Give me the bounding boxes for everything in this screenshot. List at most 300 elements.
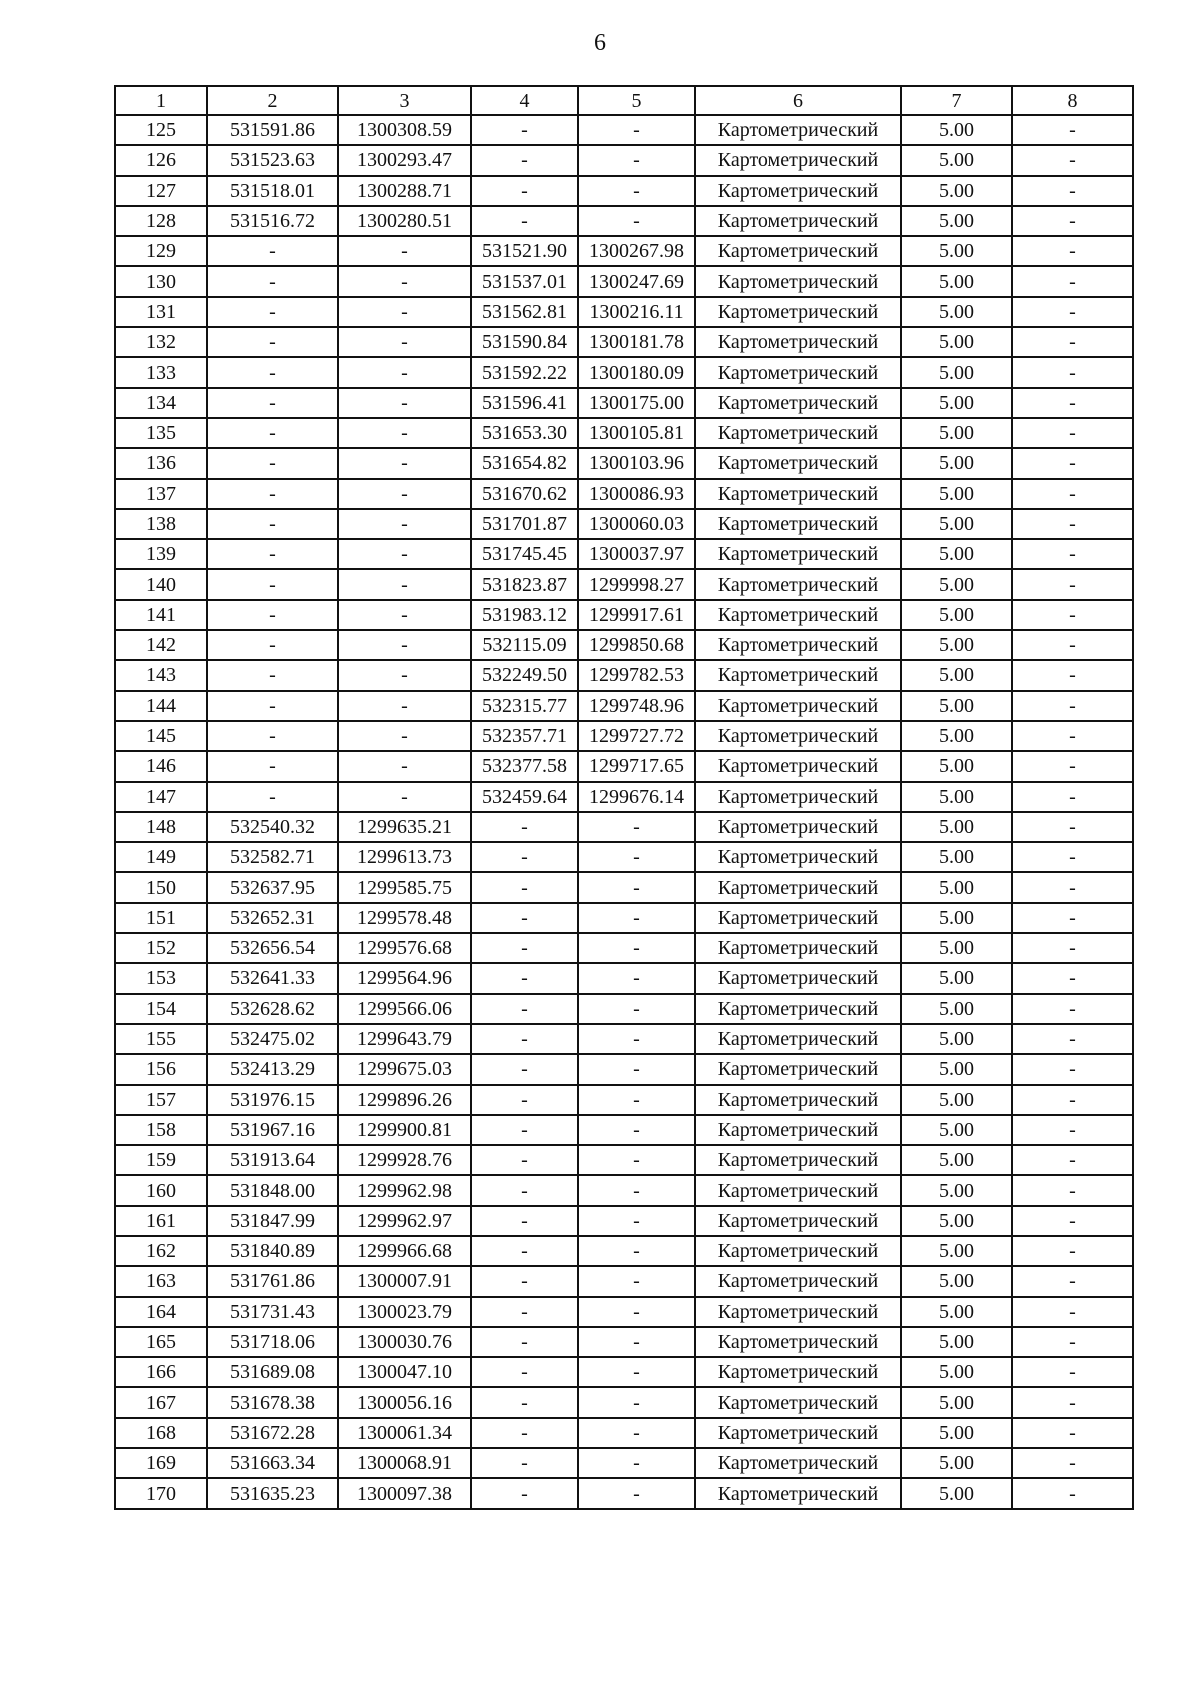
table-cell: - [207,479,338,509]
table-cell: - [1012,1357,1133,1387]
table-cell: 531537.01 [471,266,578,296]
table-cell: 531678.38 [207,1387,338,1417]
table-cell: - [1012,872,1133,902]
table-cell: - [471,812,578,842]
table-cell: Картометрический [695,660,901,690]
table-cell: Картометрический [695,1085,901,1115]
table-cell: 132 [115,327,207,357]
table-cell: 5.00 [901,176,1012,206]
table-cell: 531983.12 [471,600,578,630]
table-cell: Картометрический [695,721,901,751]
table-cell: 532628.62 [207,994,338,1024]
table-cell: 1300293.47 [338,145,471,175]
table-cell: 1299613.73 [338,842,471,872]
table-cell: Картометрический [695,145,901,175]
table-cell: 532652.31 [207,903,338,933]
table-cell: 1299643.79 [338,1024,471,1054]
table-row [115,903,1133,933]
table-cell: 5.00 [901,994,1012,1024]
table-cell: 1299585.75 [338,872,471,902]
table-cell: - [207,751,338,781]
table-cell: - [207,327,338,357]
table-cell: 532249.50 [471,660,578,690]
table-cell: Картометрический [695,872,901,902]
table-row [115,842,1133,872]
table-cell: 128 [115,206,207,236]
table-cell: - [578,842,695,872]
table-row [115,569,1133,599]
table-cell: - [1012,630,1133,660]
table-cell: 133 [115,357,207,387]
table-cell: - [1012,933,1133,963]
table-row [115,963,1133,993]
table-cell: 1300247.69 [578,266,695,296]
table-cell: Картометрический [695,751,901,781]
table-cell: 531562.81 [471,297,578,327]
table-cell: - [207,660,338,690]
table-cell: 532475.02 [207,1024,338,1054]
table-row [115,660,1133,690]
table-cell: 1300061.34 [338,1418,471,1448]
table-cell: 531745.45 [471,539,578,569]
table-cell: - [578,1054,695,1084]
table-cell: Картометрический [695,236,901,266]
table-cell: - [471,1387,578,1417]
header-row [115,86,1133,115]
table-cell: - [338,297,471,327]
table-cell: - [578,1085,695,1115]
table-cell: - [578,1175,695,1205]
table-cell: Картометрический [695,1478,901,1508]
table-cell: - [1012,1387,1133,1417]
table-cell: - [1012,1024,1133,1054]
table-cell: 144 [115,691,207,721]
table-cell: Картометрический [695,297,901,327]
table-cell: 161 [115,1206,207,1236]
table-cell: Картометрический [695,691,901,721]
table-cell: 5.00 [901,1115,1012,1145]
table-row [115,418,1133,448]
table-cell: - [207,448,338,478]
table-cell: 532637.95 [207,872,338,902]
table-cell: 1299928.76 [338,1145,471,1175]
table-cell: - [207,569,338,599]
table-cell: 1299962.97 [338,1206,471,1236]
table-cell: - [338,630,471,660]
table-row [115,721,1133,751]
table-cell: 142 [115,630,207,660]
table-cell: 148 [115,812,207,842]
table-cell: Картометрический [695,1115,901,1145]
table-cell: - [1012,1115,1133,1145]
table-cell: - [1012,266,1133,296]
table-cell: 531516.72 [207,206,338,236]
table-cell: 5.00 [901,1206,1012,1236]
table-row [115,145,1133,175]
table-cell: - [1012,1085,1133,1115]
table-cell: - [338,448,471,478]
table-cell: Картометрический [695,1357,901,1387]
table-cell: 1300308.59 [338,115,471,145]
table-cell: Картометрический [695,933,901,963]
table-cell: 1300288.71 [338,176,471,206]
table-cell: 5.00 [901,903,1012,933]
table-row [115,933,1133,963]
table-cell: 1300097.38 [338,1478,471,1508]
table-cell: - [1012,569,1133,599]
table-cell: - [338,357,471,387]
table-cell: - [1012,600,1133,630]
table-cell: Картометрический [695,357,901,387]
table-cell: - [1012,115,1133,145]
table-cell: - [471,842,578,872]
table-cell: - [471,1054,578,1084]
table-cell: 532357.71 [471,721,578,751]
table-cell: Картометрический [695,1145,901,1175]
table-cell: - [471,872,578,902]
table-cell: 5.00 [901,266,1012,296]
table-cell: 170 [115,1478,207,1508]
table-cell: - [1012,1418,1133,1448]
column-header: 2 [207,86,338,115]
table-cell: - [471,1266,578,1296]
table-cell: - [338,751,471,781]
table-cell: Картометрический [695,115,901,145]
table-row [115,1266,1133,1296]
table-cell: 531592.22 [471,357,578,387]
table-cell: - [207,691,338,721]
table-cell: 531654.82 [471,448,578,478]
table-cell: - [338,236,471,266]
table-cell: - [1012,1175,1133,1205]
table-cell: - [1012,1448,1133,1478]
table-cell: - [1012,1145,1133,1175]
table-row [115,1236,1133,1266]
table-cell: - [1012,1478,1133,1508]
table-cell: - [578,1236,695,1266]
table-cell: 1300060.03 [578,509,695,539]
table-cell: - [338,539,471,569]
table-cell: 129 [115,236,207,266]
table-cell: 1299962.98 [338,1175,471,1205]
table-cell: - [207,782,338,812]
table-row [115,327,1133,357]
table-row [115,448,1133,478]
table-cell: Картометрический [695,509,901,539]
table-cell: 531967.16 [207,1115,338,1145]
table-cell: 1300047.10 [338,1357,471,1387]
table-cell: 164 [115,1297,207,1327]
table-cell: 532656.54 [207,933,338,963]
table-cell: - [471,1206,578,1236]
table-cell: 5.00 [901,751,1012,781]
table-cell: 1299717.65 [578,751,695,781]
table-row [115,1448,1133,1478]
table-cell: Картометрический [695,1448,901,1478]
table-cell: - [578,872,695,902]
table-cell: 125 [115,115,207,145]
table-cell: 5.00 [901,1085,1012,1115]
table-cell: - [471,1115,578,1145]
table-cell: - [338,418,471,448]
table-cell: 1300267.98 [578,236,695,266]
table-row [115,812,1133,842]
table-cell: 134 [115,388,207,418]
table-cell: - [338,691,471,721]
table-row [115,1085,1133,1115]
table-cell: 152 [115,933,207,963]
table-cell: - [578,812,695,842]
table-cell: - [471,176,578,206]
table-cell: - [471,1357,578,1387]
table-cell: 532459.64 [471,782,578,812]
table-cell: 1299727.72 [578,721,695,751]
table-cell: 159 [115,1145,207,1175]
table-cell: 1299566.06 [338,994,471,1024]
column-header: 3 [338,86,471,115]
table-cell: Картометрический [695,812,901,842]
table-cell: 531913.64 [207,1145,338,1175]
table-cell: 1300103.96 [578,448,695,478]
table-row [115,236,1133,266]
table-cell: - [1012,479,1133,509]
table-cell: - [578,903,695,933]
table-cell: 531847.99 [207,1206,338,1236]
table-cell: 5.00 [901,1054,1012,1084]
table-cell: - [207,721,338,751]
table-cell: - [338,327,471,357]
table-cell: Картометрический [695,1327,901,1357]
table-cell: 5.00 [901,1236,1012,1266]
table-cell: 531663.34 [207,1448,338,1478]
table-cell: Картометрический [695,448,901,478]
table-cell: 130 [115,266,207,296]
table-cell: - [1012,1206,1133,1236]
table-cell: 127 [115,176,207,206]
table-cell: 163 [115,1266,207,1296]
table-cell: 531731.43 [207,1297,338,1327]
table-cell: 531701.87 [471,509,578,539]
table-cell: Картометрический [695,903,901,933]
table-cell: 5.00 [901,812,1012,842]
table-cell: 1299998.27 [578,569,695,599]
table-cell: - [471,115,578,145]
table-cell: - [338,660,471,690]
table-cell: Картометрический [695,266,901,296]
column-header: 4 [471,86,578,115]
table-cell: 1299576.68 [338,933,471,963]
table-cell: 5.00 [901,357,1012,387]
table-cell: Картометрический [695,479,901,509]
table-cell: 5.00 [901,206,1012,236]
table-cell: Картометрический [695,176,901,206]
table-row [115,1206,1133,1236]
table-cell: 5.00 [901,600,1012,630]
table-cell: 532641.33 [207,963,338,993]
table-row [115,1115,1133,1145]
table-cell: Картометрический [695,782,901,812]
table-cell: 143 [115,660,207,690]
table-row [115,751,1133,781]
table-cell: - [471,903,578,933]
table-cell: - [1012,691,1133,721]
table-cell: 5.00 [901,721,1012,751]
table-cell: 531591.86 [207,115,338,145]
table-cell: Картометрический [695,963,901,993]
table-cell: 531521.90 [471,236,578,266]
table-cell: 5.00 [901,660,1012,690]
table-cell: 151 [115,903,207,933]
table-cell: - [207,509,338,539]
table-cell: - [1012,1266,1133,1296]
table-cell: 137 [115,479,207,509]
table-cell: Картометрический [695,388,901,418]
table-cell: - [578,963,695,993]
table-cell: 5.00 [901,842,1012,872]
table-cell: 156 [115,1054,207,1084]
table-cell: 1300056.16 [338,1387,471,1417]
table-cell: 1300105.81 [578,418,695,448]
table-cell: 5.00 [901,297,1012,327]
table-cell: 5.00 [901,509,1012,539]
table-cell: - [578,206,695,236]
table-cell: 5.00 [901,933,1012,963]
table-cell: 1300023.79 [338,1297,471,1327]
table-row [115,994,1133,1024]
table-cell: - [1012,206,1133,236]
table-cell: 5.00 [901,388,1012,418]
table-cell: 1300181.78 [578,327,695,357]
table-cell: - [578,176,695,206]
table-cell: - [1012,812,1133,842]
table-cell: 5.00 [901,327,1012,357]
table-cell: 135 [115,418,207,448]
table-row [115,1054,1133,1084]
table-cell: - [338,782,471,812]
table-cell: 147 [115,782,207,812]
table-cell: 1300007.91 [338,1266,471,1296]
table-cell: 5.00 [901,569,1012,599]
page-number: 6 [594,30,606,56]
table-cell: - [207,388,338,418]
table-cell: 5.00 [901,1024,1012,1054]
table-cell: 155 [115,1024,207,1054]
table-cell: 5.00 [901,448,1012,478]
table-cell: - [471,145,578,175]
table-row [115,630,1133,660]
table-cell: Картометрический [695,1266,901,1296]
table-cell: - [471,1024,578,1054]
table-cell: 531823.87 [471,569,578,599]
column-header: 5 [578,86,695,115]
table-cell: 145 [115,721,207,751]
table-cell: 166 [115,1357,207,1387]
table-cell: - [1012,539,1133,569]
table-cell: 149 [115,842,207,872]
table-cell: 532582.71 [207,842,338,872]
table-cell: 531976.15 [207,1085,338,1115]
table-cell: Картометрический [695,1418,901,1448]
table-cell: 1299782.53 [578,660,695,690]
table-cell: 1300037.97 [578,539,695,569]
table-cell: 1299900.81 [338,1115,471,1145]
table-cell: - [207,539,338,569]
table-cell: 153 [115,963,207,993]
table-cell: 5.00 [901,1145,1012,1175]
table-cell: 5.00 [901,479,1012,509]
table-cell: - [471,206,578,236]
table-cell: - [1012,660,1133,690]
table-cell: - [338,479,471,509]
table-cell: 5.00 [901,1387,1012,1417]
table-cell: 1299896.26 [338,1085,471,1115]
table-cell: 162 [115,1236,207,1266]
table-cell: - [1012,721,1133,751]
table-cell: - [471,1175,578,1205]
table-cell: Картометрический [695,539,901,569]
table-row [115,206,1133,236]
table-cell: - [471,1327,578,1357]
table-cell: - [1012,1327,1133,1357]
table-cell: - [471,963,578,993]
table-row [115,176,1133,206]
table-row [115,266,1133,296]
table-cell: 1300068.91 [338,1448,471,1478]
table-cell: - [1012,963,1133,993]
table-cell: 136 [115,448,207,478]
table-cell: - [578,1418,695,1448]
table-cell: - [338,509,471,539]
table-cell: 531635.23 [207,1478,338,1508]
table-cell: - [578,1206,695,1236]
table-cell: - [207,418,338,448]
table-cell: 531718.06 [207,1327,338,1357]
table-cell: - [1012,751,1133,781]
table-cell: Картометрический [695,1206,901,1236]
table-cell: 5.00 [901,1266,1012,1296]
table-cell: 1299675.03 [338,1054,471,1084]
table-cell: Картометрический [695,600,901,630]
table-cell: 531590.84 [471,327,578,357]
table-cell: 531523.63 [207,145,338,175]
table-cell: 5.00 [901,782,1012,812]
table-cell: 5.00 [901,1327,1012,1357]
table-cell: 1299917.61 [578,600,695,630]
table-cell: - [471,994,578,1024]
table-cell: 5.00 [901,1297,1012,1327]
table-cell: 531653.30 [471,418,578,448]
table-cell: - [1012,297,1133,327]
table-cell: - [338,569,471,599]
table-cell: - [338,266,471,296]
table-cell: 157 [115,1085,207,1115]
table-cell: 1299635.21 [338,812,471,842]
table-cell: - [1012,448,1133,478]
table-cell: - [1012,994,1133,1024]
table-cell: 531761.86 [207,1266,338,1296]
table-cell: 532540.32 [207,812,338,842]
table-cell: - [471,1297,578,1327]
table-row [115,357,1133,387]
table-cell: 5.00 [901,418,1012,448]
table-cell: 1299850.68 [578,630,695,660]
table-cell: 531518.01 [207,176,338,206]
table-cell: 532413.29 [207,1054,338,1084]
table-cell: 532315.77 [471,691,578,721]
table-row [115,782,1133,812]
table-cell: Картометрический [695,1387,901,1417]
table-cell: Картометрический [695,1236,901,1266]
